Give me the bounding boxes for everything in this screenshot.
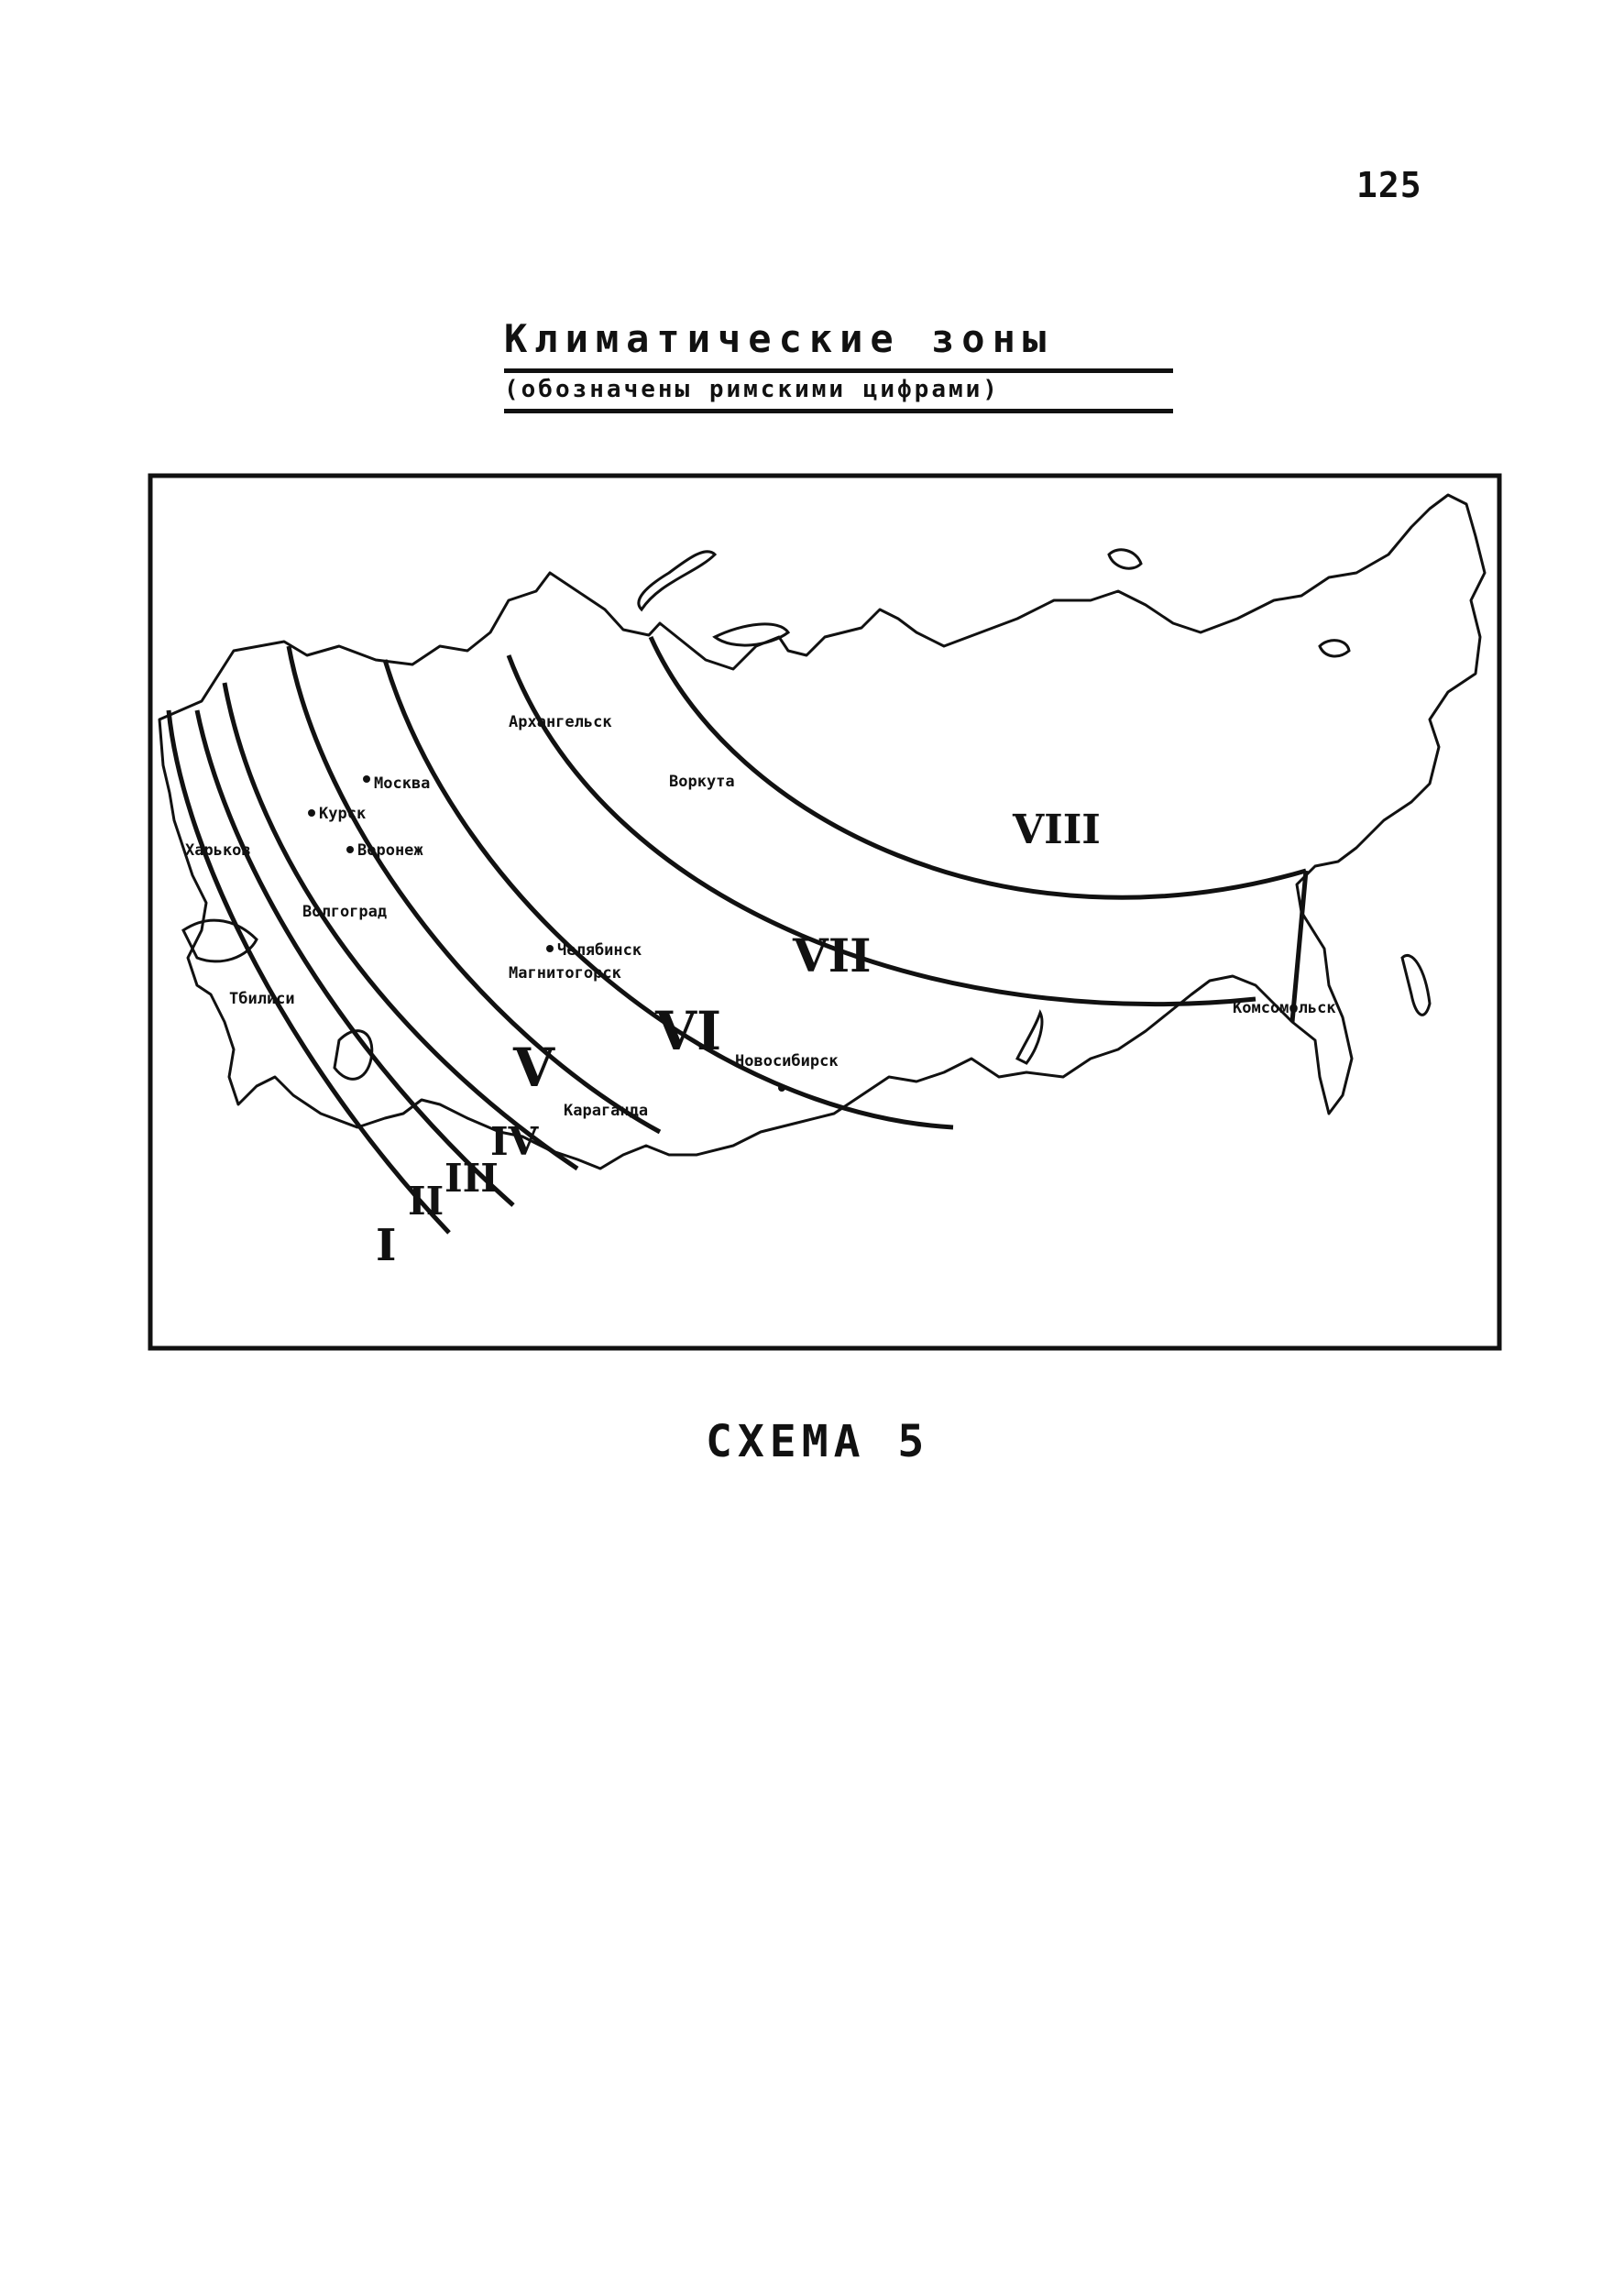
city-label: Новосибирск bbox=[735, 1052, 839, 1071]
city-dot bbox=[308, 809, 315, 817]
novaya-zemlya bbox=[639, 552, 715, 609]
city-dot bbox=[546, 945, 554, 952]
city-label: Харьков bbox=[185, 841, 251, 860]
city-label: Курск bbox=[319, 805, 367, 823]
zone-label: VI bbox=[655, 1000, 722, 1062]
city-label: Магнитогорск bbox=[509, 964, 621, 983]
lake-baikal bbox=[1017, 1013, 1042, 1063]
figure-caption: СХЕМА 5 bbox=[706, 1416, 930, 1467]
sakhalin-island bbox=[1402, 955, 1430, 1015]
arctic-islands bbox=[715, 624, 788, 645]
wrangel-island bbox=[1320, 641, 1349, 656]
city-label: Комсомольск bbox=[1233, 999, 1336, 1017]
zone-label: V bbox=[513, 1037, 555, 1099]
page-number: 125 bbox=[1356, 165, 1422, 205]
city-label: Архангельск bbox=[509, 713, 612, 731]
map-title: Климатические зоны bbox=[504, 316, 1173, 373]
city-dot bbox=[363, 775, 370, 783]
zone-labels bbox=[376, 807, 1101, 1271]
zone-label: VII bbox=[793, 928, 872, 983]
new-siberian-islands bbox=[1109, 550, 1141, 568]
zone-label: II bbox=[408, 1179, 444, 1224]
city-label: Челябинск bbox=[557, 941, 642, 960]
city-label: Волгоград bbox=[302, 903, 388, 921]
zone-label: III bbox=[444, 1156, 499, 1201]
zone-label: I bbox=[376, 1220, 397, 1271]
city-dot bbox=[778, 1084, 785, 1092]
caspian-sea bbox=[335, 1031, 372, 1080]
city-label: Тбилиси bbox=[229, 990, 295, 1008]
map-subtitle: (обозначены римскими цифрами) bbox=[504, 376, 1173, 413]
zone-boundary-7 bbox=[651, 637, 1306, 897]
zone-boundary-2 bbox=[197, 710, 513, 1205]
city-label: Воронеж bbox=[357, 841, 423, 860]
city-label: Москва bbox=[374, 774, 431, 793]
city-label: Караганда bbox=[564, 1102, 649, 1120]
zone-label: IV bbox=[490, 1119, 539, 1164]
city-label: Воркута bbox=[669, 773, 735, 791]
zone-label: VIII bbox=[1013, 807, 1101, 853]
city-dot bbox=[346, 846, 354, 853]
climate-zone-map bbox=[147, 472, 1503, 1352]
